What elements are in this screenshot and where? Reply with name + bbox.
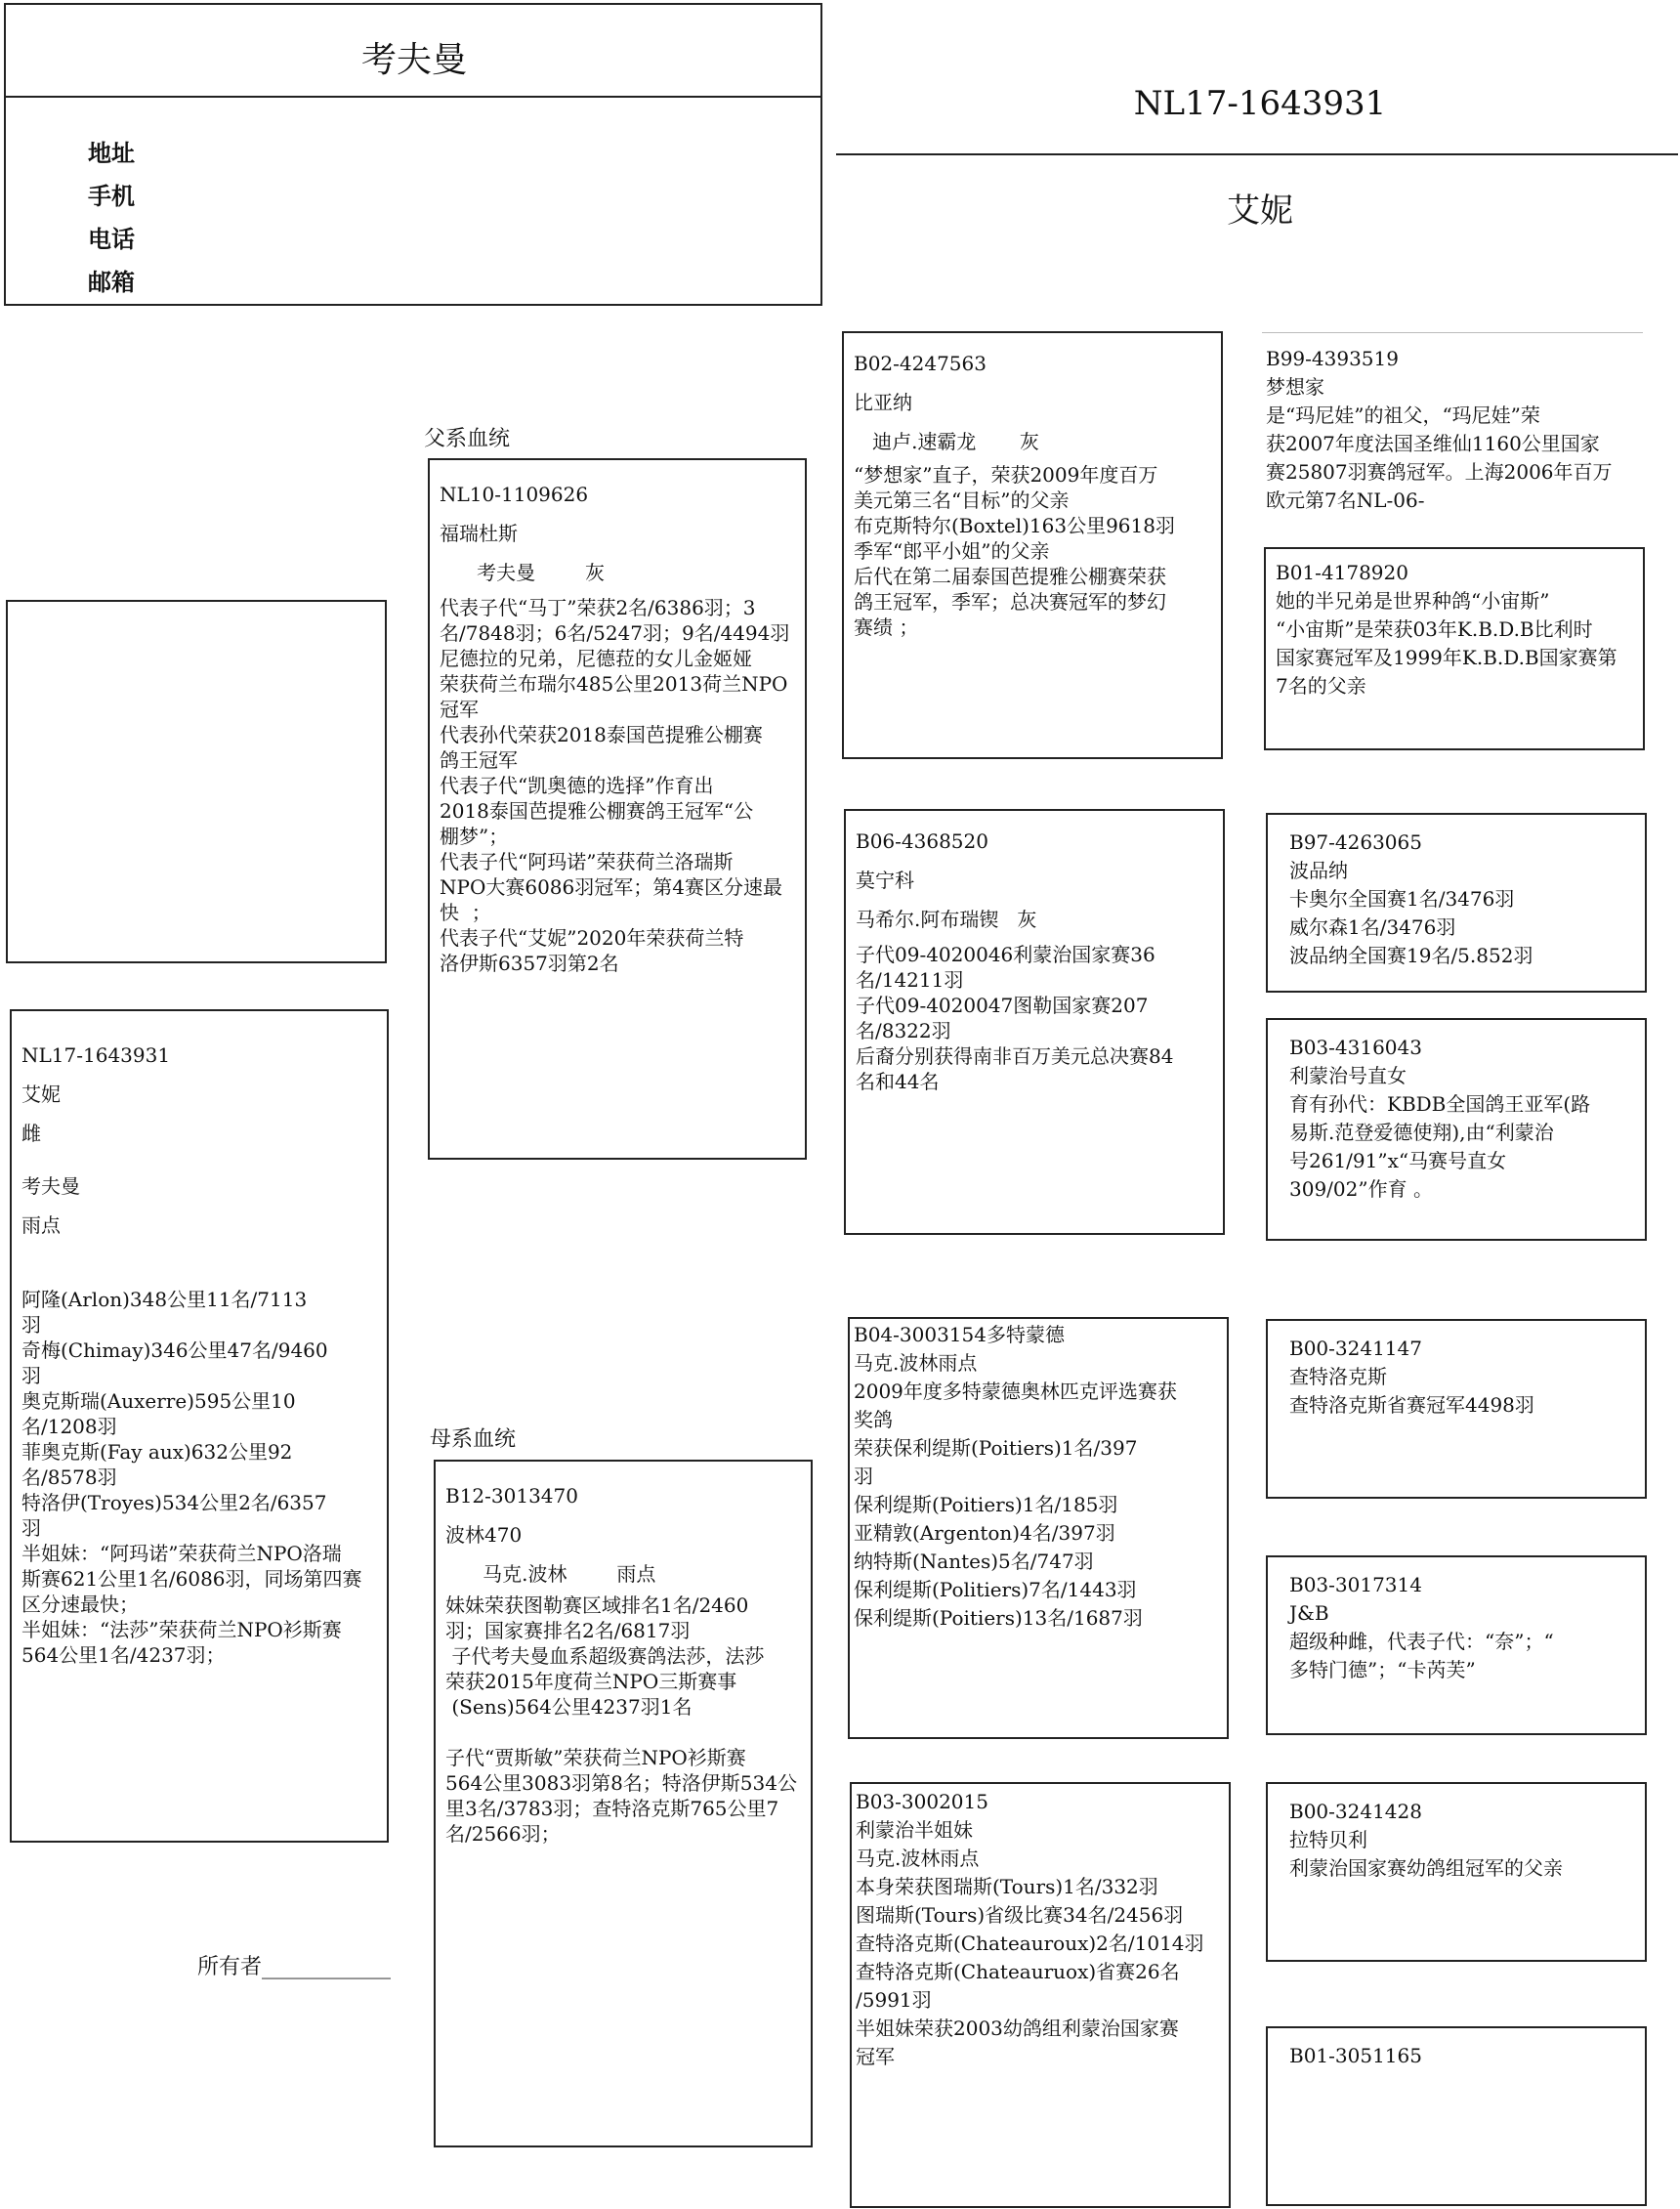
sire-detail: 代表孙代荣获2018泰国芭提雅公棚赛 [440,723,763,746]
sire-sire-box [842,331,1223,759]
ds-line: 保利缇斯(Poitiers)1名/185羽 [854,1493,1118,1516]
ds-line: 纳特斯(Nantes)5名/747羽 [854,1550,1094,1573]
photo-frame [6,600,387,963]
ss-detail: 后代在第二届泰国芭提雅公棚赛荣获 [854,565,1166,588]
subject-name: 艾妮 [21,1083,61,1106]
sdd-line: 号261/91”x“马赛号直女 [1289,1149,1507,1172]
dam-dam-box [850,1782,1231,2208]
ss-detail: 鸽王冠军，季军；总决赛冠军的梦幻 [854,590,1166,614]
sdd-box [1266,1018,1647,1241]
sd-detail: 名/8322羽 [856,1019,951,1042]
email-label: 邮箱 [88,269,135,296]
subject-color: 雨点 [21,1213,61,1237]
owner-signature: 所有者____________ [197,1955,392,1979]
sire-dam-box [844,809,1225,1235]
sire-detail: 名/7848羽；6名/5247羽；9名/4494羽 [440,621,790,645]
mobile-label: 手机 [88,183,135,210]
sds-line: 威尔森1名/3476羽 [1289,915,1456,939]
sire-detail: 代表子代“马丁”荣获2名/6386羽；3 [440,596,756,619]
sire-box [428,458,807,1160]
sdd-line: 育有孙代：KBDB全国鸽王亚军(路 [1289,1092,1591,1116]
ssd-line: 她的半兄弟是世界种鸽“小宙斯” [1276,589,1550,613]
sss-line: 获2007年度法国圣维仙1160公里国家 [1266,432,1600,455]
subject-detail: 阿隆(Arlon)348公里11名/7113 [21,1288,308,1311]
ssd-line: “小宙斯”是荣获03年K.B.D.B比利时 [1276,617,1593,641]
dam-detail: 子代“贾斯敏”荣获荷兰NPO衫斯赛 [445,1746,746,1769]
dsd-line: 超级种雌，代表子代：“奈”；“ [1289,1630,1554,1653]
sdd-line: 利蒙治号直女 [1289,1064,1407,1087]
subject-detail: 羽 [21,1516,41,1540]
dd-line: 马克.波林雨点 [856,1847,980,1870]
subject-detail: 羽 [21,1313,41,1337]
sire-detail: 荣获荷兰布瑞尔485公里2013荷兰NPO [440,672,788,696]
owner-name: 考夫曼 [360,40,467,80]
dds-box [1266,1782,1647,1962]
dsd-line: 多特门德”；“卡芮芙” [1289,1658,1476,1681]
dsd-line: B03-3017314 [1289,1573,1422,1596]
sd-detail: 子代09-4020046利蒙治国家赛36 [856,943,1155,966]
header-name: 艾妮 [1227,191,1293,231]
ddd-box [1266,2026,1647,2206]
sire-detail: NPO大赛6086羽冠军；第4赛区分速最 [440,875,782,899]
dds-line: 利蒙治国家赛幼鸽组冠军的父亲 [1289,1856,1563,1880]
ds-line: 2009年度多特蒙德奥林匹克评选赛获 [854,1380,1177,1403]
sire-breeder-color: 考夫曼 灰 [440,561,606,584]
dam-detail: (Sens)564公里4237羽1名 [445,1695,693,1719]
sire-detail: 鸽王冠军 [440,748,518,772]
subject-box [10,1009,389,1843]
dd-line: 利蒙治半姐妹 [856,1818,973,1842]
sd-detail: 子代09-4020047图勒国家赛207 [856,994,1149,1017]
sire-detail: 代表子代“阿玛诺”荣获荷兰洛瑞斯 [440,850,734,873]
dd-line: B03-3002015 [856,1790,988,1813]
ds-line: 羽 [854,1465,873,1488]
header-ring: NL17-1643931 [1133,84,1387,123]
dam-detail: 子代考夫曼血系超级赛鸽法莎，法莎 [445,1644,765,1668]
sss-line: 是“玛尼娃”的祖父，“玛尼娃”荣 [1266,404,1540,427]
dam-breeder-color: 马克.波林 雨点 [445,1562,656,1586]
ds-line: 荣获保利缇斯(Poitiers)1名/397 [854,1436,1138,1460]
sire-detail: 棚梦”； [440,825,509,848]
dd-line: 查特洛克斯(Chateauroux)2名/1014羽 [856,1932,1204,1955]
ds-line: 保利缇斯(Poitiers)13名/1687羽 [854,1606,1143,1630]
subject-detail: 奇梅(Chimay)346公里47名/9460 [21,1338,328,1362]
dds-line: B00-3241428 [1289,1800,1422,1823]
sss-line: B99-4393519 [1266,347,1399,370]
dam-box [434,1460,813,2147]
dd-line: 查特洛克斯(Chateauruox)省赛26名 [856,1960,1180,1983]
dds-line: 拉特贝利 [1289,1828,1367,1851]
subject-detail: 菲奥克斯(Fay aux)632公里92 [21,1440,293,1464]
sdd-line: B03-4316043 [1289,1036,1422,1059]
dd-line: 半姐妹荣获2003幼鸽组利蒙治国家赛 [856,2017,1179,2040]
sire-ring: NL10-1109626 [440,483,589,506]
dam-name: 波林470 [445,1523,523,1547]
dam-detail: 荣获2015年度荷兰NPO三斯赛事 [445,1670,737,1693]
sd-detail: 后裔分别获得南非百万美元总决赛84 [856,1044,1174,1068]
dam-detail: 564公里3083羽第8名；特洛伊斯534公 [445,1771,797,1795]
subject-ring: NL17-1643931 [21,1043,171,1067]
ss-detail: 布克斯特尔(Boxtel)163公里9618羽 [854,514,1175,537]
sds-line: 波品纳全国赛19名/5.852羽 [1289,944,1533,967]
dd-line: /5991羽 [856,1988,932,2012]
sd-breeder-color: 马希尔.阿布瑞锲 灰 [856,908,1037,931]
ss-detail: 季军“郎平小姐”的父亲 [854,539,1050,563]
sd-name: 莫宁科 [856,869,914,892]
dam-detail: 里3名/3783羽；查特洛克斯765公里7 [445,1797,779,1820]
dd-line: 本身荣获图瑞斯(Tours)1名/332羽 [856,1875,1158,1898]
subject-detail: 半姐妹：“阿玛诺”荣获荷兰NPO洛瑞 [21,1542,342,1565]
dss-box [1266,1319,1647,1499]
sire-detail: 尼德拉的兄弟，尼德菈的女儿金姬娅 [440,647,752,670]
subject-detail: 羽 [21,1364,41,1387]
sire-detail: 2018泰国芭提雅公棚赛鸽王冠军“公 [440,799,754,823]
dam-detail: 名/2566羽； [445,1822,561,1846]
dss-line: B00-3241147 [1289,1337,1422,1360]
ds-line: 马克.波林雨点 [854,1351,978,1375]
dam-sire-box [848,1317,1229,1739]
subject-detail: 564公里1名/4237羽； [21,1643,226,1667]
dss-line: 查特洛克斯 [1289,1365,1387,1388]
subject-detail: 名/1208羽 [21,1415,117,1438]
dam-detail [445,1720,801,1745]
ss-detail: 赛绩 ； [854,616,919,639]
dam-line-label: 母系血统 [430,1427,517,1452]
sire-detail: 冠军 [440,698,479,721]
sss-line: 梦想家 [1266,375,1324,399]
sire-detail: 代表子代“艾妮”2020年荣获荷兰特 [440,926,744,950]
ddd-line: B01-3051165 [1289,2044,1422,2067]
sire-detail: 快 ； [440,901,491,924]
sire-line-label: 父系血统 [424,427,511,451]
subject-details [21,1287,377,1668]
dsd-box [1266,1555,1647,1735]
sd-detail: 名/14211羽 [856,968,964,992]
sds-line: 波品纳 [1289,859,1348,882]
dam-detail: 羽；国家赛排名2名/6817羽 [445,1619,691,1642]
ssd-line: B01-4178920 [1276,561,1408,584]
sire-name: 福瑞杜斯 [440,522,518,545]
dsd-line: J&B [1289,1601,1329,1625]
subject-detail: 半姐妹：“法莎”荣获荷兰NPO衫斯赛 [21,1618,342,1641]
ss-name: 比亚纳 [854,391,912,414]
dam-ring: B12-3013470 [445,1484,578,1508]
ssd-line: 国家赛冠军及1999年K.B.D.B国家赛第 [1276,646,1617,669]
ssd-line: 7名的父亲 [1276,674,1366,698]
dd-line: 冠军 [856,2045,895,2068]
ss-ring: B02-4247563 [854,352,987,375]
sd-detail: 名和44名 [856,1070,940,1093]
sss-line: 赛25807羽赛鸽冠军。上海2006年百万 [1266,460,1613,484]
subject-sex: 雌 [21,1122,41,1145]
sdd-line: 309/02”作育 。 [1289,1177,1433,1201]
sss-line: 欧元第7名NL-06- [1266,489,1425,512]
dam-detail: 妹妹荣获图勒赛区域排名1名/2460 [445,1593,749,1617]
subject-detail: 奥克斯瑞(Auxerre)595公里10 [21,1389,296,1413]
owner-box [4,3,822,306]
sire-detail: 洛伊斯6357羽第2名 [440,952,619,975]
dd-line: 图瑞斯(Tours)省级比赛34名/2456羽 [856,1903,1184,1927]
ssd-box [1264,547,1645,750]
ds-line: 亚精敦(Argenton)4名/397羽 [854,1521,1115,1545]
sds-line: B97-4263065 [1289,830,1422,854]
subject-detail: 名/8578羽 [21,1466,117,1489]
ds-line: 奖鸽 [854,1408,893,1431]
ss-breeder-color: 迪卢.速霸龙 灰 [854,430,1039,453]
address-label: 地址 [88,140,135,167]
ss-detail: 美元第三名“目标”的父亲 [854,489,1070,512]
ds-line: 保利缇斯(Politiers)7名/1443羽 [854,1578,1137,1601]
sd-ring: B06-4368520 [856,829,988,853]
subject-breeder: 考夫曼 [21,1174,80,1198]
sds-line: 卡奥尔全国赛1名/3476羽 [1289,887,1515,911]
ds-line: B04-3003154多特蒙德 [854,1323,1065,1346]
subject-detail: 斯赛621公里1名/6086羽，同场第四赛 [21,1567,362,1591]
dss-line: 查特洛克斯省赛冠军4498羽 [1289,1393,1534,1417]
sdd-line: 易斯.范登爱德使翔),由“利蒙治 [1289,1121,1554,1144]
sire-detail: 代表子代“凯奥德的选择”作育出 [440,774,714,797]
owner-divider [6,96,822,98]
sss-box [1262,332,1643,528]
sds-box [1266,813,1647,993]
phone-label: 电话 [88,226,135,253]
subject-detail: 特洛伊(Troyes)534公里2名/6357 [21,1491,327,1514]
subject-detail: 区分速最快； [21,1593,139,1616]
ss-detail: “梦想家”直子，荣获2009年度百万 [854,463,1158,487]
header-divider [836,153,1678,155]
